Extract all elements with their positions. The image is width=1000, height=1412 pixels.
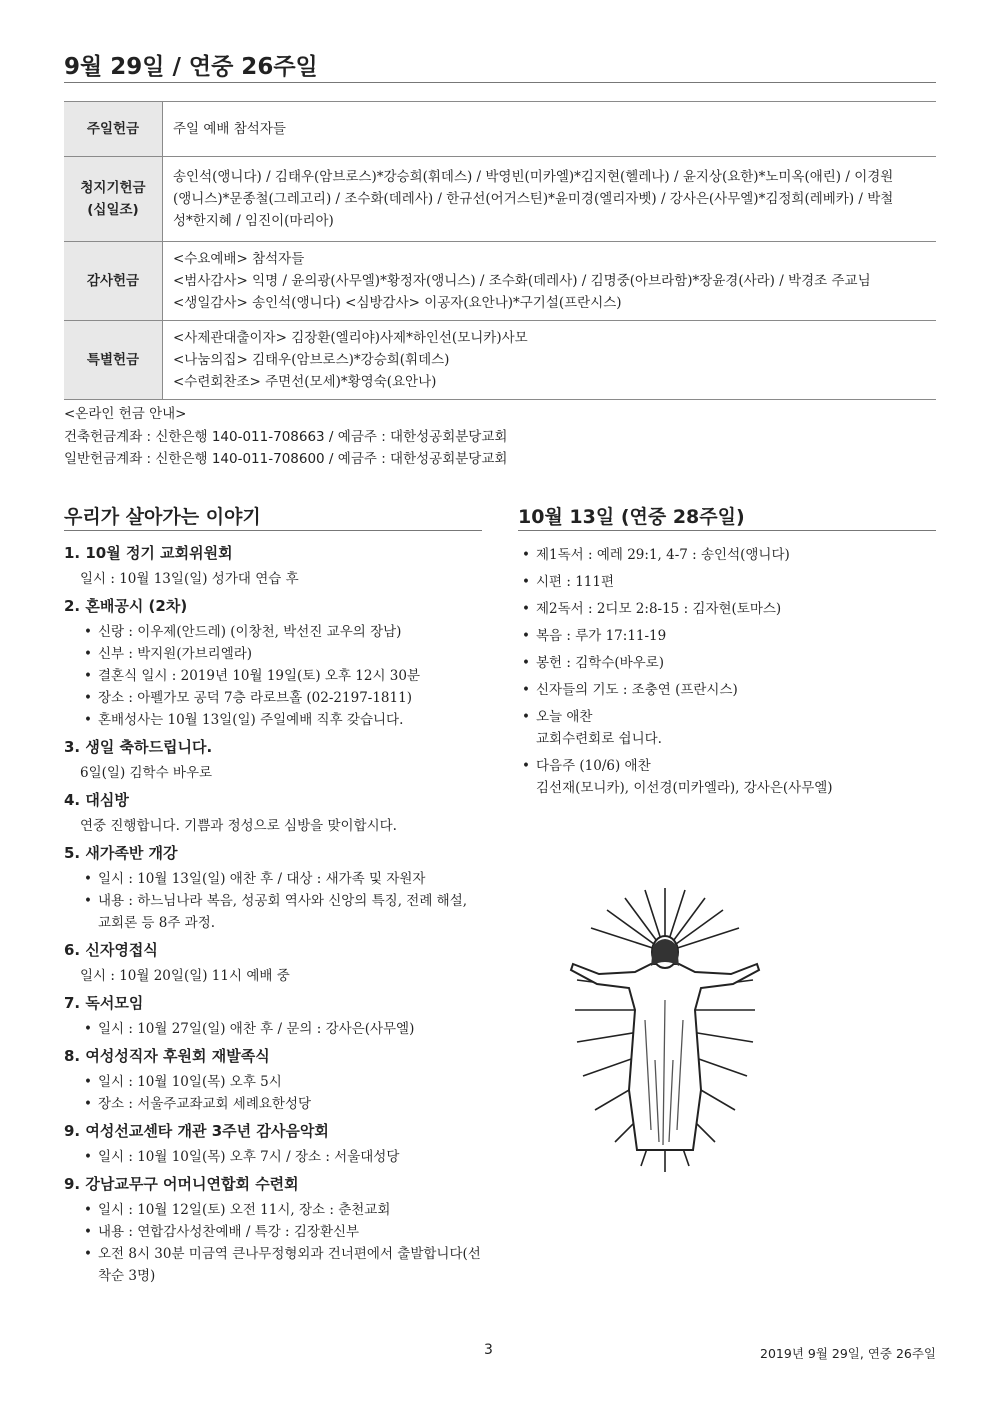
story-list <box>64 542 484 1287</box>
reading-text: 제1독서 : 예레 29:1, 4-7 : 송인석(앵니다) <box>536 547 790 563</box>
reading-item <box>518 571 936 593</box>
story-item-bullets <box>64 1018 484 1040</box>
offering-row <box>64 157 936 242</box>
story-item <box>64 542 484 590</box>
story-item-bullets <box>64 1071 484 1115</box>
story-item <box>64 992 484 1040</box>
offering-text: 주일 예배 참석자들 <box>163 102 937 157</box>
offerings-table <box>64 101 936 400</box>
offering-label: 주일헌금 <box>64 102 163 157</box>
story-item <box>64 1045 484 1115</box>
bullet-item: • 내용 : 연합감사성찬예배 / 특강 : 김장환신부 <box>64 1221 484 1243</box>
story-item-title: 3. 생일 축하드립니다. <box>64 738 213 756</box>
story-item <box>64 1120 484 1168</box>
story-item <box>64 939 484 987</box>
bullet-item: • 오전 8시 30분 미금역 큰나무정형외과 건너편에서 출발합니다(선착순 3명) <box>64 1243 484 1287</box>
bullet-item: • 혼배성사는 10월 13일(일) 주일예배 직후 갖습니다. <box>64 709 484 731</box>
christ-illustration <box>555 880 775 1180</box>
account-line: 건축헌금계좌 : 신한은행 140-011-708663 / 예금주 : 대한성공회분당교회 <box>64 428 508 445</box>
offering-label: 감사헌금 <box>64 242 163 321</box>
story-item-title: 6. 신자영접식 <box>64 941 158 959</box>
bullet-item: • 일시 : 10월 10일(목) 오후 5시 <box>64 1071 484 1093</box>
reading-item <box>518 625 936 647</box>
story-item-bullets <box>64 621 484 731</box>
bullet-item: • 장소 : 서울주교좌교회 세례요한성당 <box>64 1093 484 1115</box>
reading-item <box>518 679 936 701</box>
offering-text: <사제관대출이자> 김장환(엘리야)사제*하인선(모니카)사모 <나눔의집> 김태우(암브로스)*강승희(휘데스) <수련회찬조> 주면선(모세)*황영숙(요안나) <box>163 321 937 400</box>
bullet-item: • 내용 : 하느님나라 복음, 성공회 역사와 신앙의 특징, 전례 해설, 교회론 등 8주 과정. <box>64 890 484 934</box>
bullet-item: • 일시 : 10월 12일(토) 오전 11시, 장소 : 춘천교회 <box>64 1199 484 1221</box>
online-offering-info <box>64 403 507 471</box>
offering-text: <수요예배> 참석자들 <범사감사> 익명 / 윤의광(사무엘)*황정자(앵니스) / 조수화(데레사) / 김명중(아브라함)*장윤경(사라) / 박경조 주교님 <생일감사> 송인석(앵니다) <심방감사> 이공자(요안나)*구기설(프란시스) <box>163 242 937 321</box>
reading-item <box>518 706 936 750</box>
story-item-title: 8. 여성성직자 후원회 재발족식 <box>64 1047 270 1065</box>
readings-heading: 10월 13일 (연중 28주일) <box>518 506 745 528</box>
story-item-text: 6일(일) 김학수 바우로 <box>80 765 213 781</box>
story-item-title: 9. 여성선교센타 개관 3주년 감사음악회 <box>64 1122 329 1140</box>
readings-rule <box>518 530 936 531</box>
story-item-title: 7. 독서모임 <box>64 994 144 1012</box>
reading-subtext: 교회수련회로 쉽니다. <box>536 731 662 747</box>
story-item-title: 9. 강남교무구 어머니연합회 수련회 <box>64 1175 299 1193</box>
story-item-bullets <box>64 1146 484 1168</box>
story-item <box>64 789 484 837</box>
story-item-title: 5. 새가족반 개강 <box>64 844 178 862</box>
bullet-item: • 장소 : 아펠가모 공덕 7층 라로브홀 (02-2197-1811) <box>64 687 484 709</box>
bullet-item: • 일시 : 10월 13일(일) 애찬 후 / 대상 : 새가족 및 자원자 <box>64 868 484 890</box>
offering-text: 송인석(앵니다) / 김태우(암브로스)*강승희(휘데스) / 박영빈(미카엘)*김지현(헬레나) / 윤지상(요한)*노미옥(애린) / 이경원 (앵니스)*문종철(그레고리) / 조수화(데레사) / 한규선(어거스틴)*윤미경(엘리자벳) / 강사은(사무엘)*김정희(레베카) / 박철 성*한지혜 / 임진이(마리아) <box>163 157 937 242</box>
offering-row <box>64 102 936 157</box>
story-item-text: 연중 진행합니다. 기쁨과 정성으로 심방을 맞이합시다. <box>80 818 397 834</box>
reading-text: 시편 : 111편 <box>536 574 615 590</box>
story-item-text: 일시 : 10월 13일(일) 성가대 연습 후 <box>80 571 299 587</box>
reading-text: 봉헌 : 김학수(바우로) <box>536 655 664 671</box>
story-item <box>64 595 484 731</box>
story-rule <box>64 530 482 531</box>
offering-label: 특별헌금 <box>64 321 163 400</box>
bullet-item: • 신랑 : 이우제(안드레) (이창천, 박선진 교우의 장남) <box>64 621 484 643</box>
reading-text: 오늘 애찬 <box>536 709 593 725</box>
story-item <box>64 842 484 934</box>
story-item-title: 1. 10월 정기 교회위원회 <box>64 544 233 562</box>
readings-list <box>518 544 936 804</box>
reading-item <box>518 652 936 674</box>
reading-item <box>518 755 936 799</box>
reading-text: 복음 : 루가 17:11-19 <box>536 628 667 644</box>
page-title: 9월 29일 / 연중 26주일 <box>64 54 318 80</box>
page-number: 3 <box>484 1342 493 1358</box>
reading-text: 다음주 (10/6) 애찬 <box>536 758 651 774</box>
story-item-title: 2. 혼배공시 (2차) <box>64 597 188 615</box>
story-item-text: 일시 : 10월 20일(일) 11시 예배 중 <box>80 968 290 984</box>
bullet-item: • 일시 : 10월 10일(목) 오후 7시 / 장소 : 서울대성당 <box>64 1146 484 1168</box>
offering-label: 청지기헌금 (십일조) <box>64 157 163 242</box>
online-title: <온라인 헌금 안내> <box>64 406 187 422</box>
reading-text: 제2독서 : 2디모 2:8-15 : 김자현(토마스) <box>536 601 782 617</box>
reading-subtext: 김선재(모니카), 이선경(미카엘라), 강사은(사무엘) <box>536 780 833 796</box>
bullet-item: • 결혼식 일시 : 2019년 10월 19일(토) 오후 12시 30분 <box>64 665 484 687</box>
reading-item <box>518 598 936 620</box>
story-item-bullets <box>64 1199 484 1287</box>
account-line: 일반헌금계좌 : 신한은행 140-011-708600 / 예금주 : 대한성공회분당교회 <box>64 451 508 467</box>
footer-date: 2019년 9월 29일, 연중 26주일 <box>760 1346 936 1361</box>
bullet-item: • 신부 : 박지원(가브리엘라) <box>64 643 484 665</box>
story-item-bullets <box>64 868 484 934</box>
story-item <box>64 1173 484 1287</box>
story-item-title: 4. 대심방 <box>64 791 129 809</box>
offering-row <box>64 321 936 400</box>
bullet-item: • 일시 : 10월 27일(일) 애찬 후 / 문의 : 강사은(사무엘) <box>64 1018 484 1040</box>
offering-row <box>64 242 936 321</box>
reading-item <box>518 544 936 566</box>
title-rule <box>64 82 936 83</box>
reading-text: 신자들의 기도 : 조충연 (프란시스) <box>536 682 738 698</box>
story-heading: 우리가 살아가는 이야기 <box>64 506 261 528</box>
story-item <box>64 736 484 784</box>
